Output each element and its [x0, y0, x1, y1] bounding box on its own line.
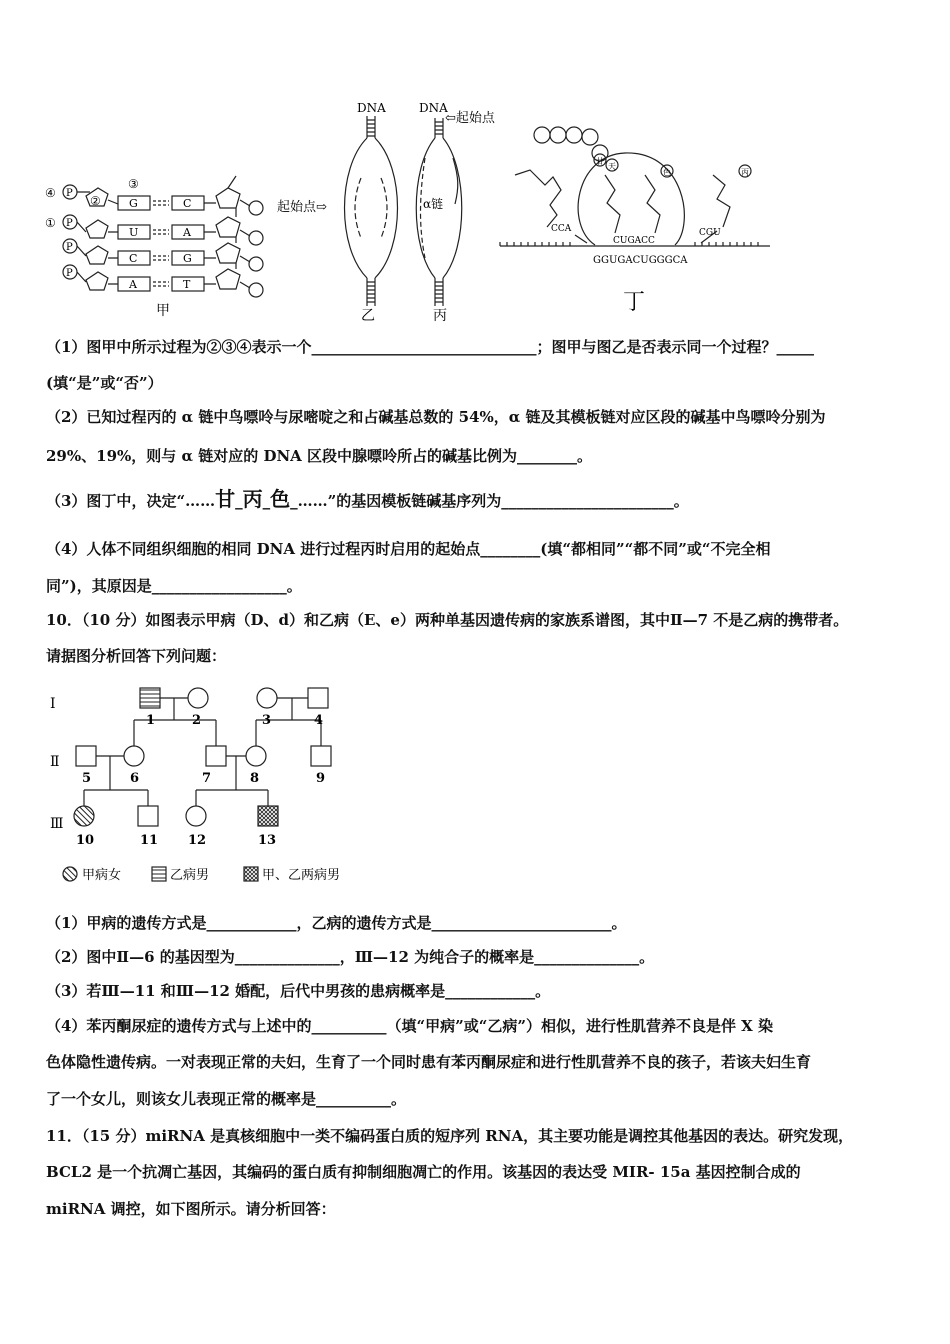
- q10-line-1: （1）甲病的遗传方式是____________，乙病的遗传方式是________________________。: [46, 914, 627, 932]
- base-right-1: C: [183, 197, 192, 210]
- aa-se: 色: [663, 168, 671, 177]
- q9-line-2: (填“是”或“否”）: [46, 374, 163, 392]
- aa-box-gan: 甘: [215, 487, 236, 511]
- gen-label-2: Ⅱ: [50, 754, 60, 770]
- q9-line-4: 29%、19%，则与 α 链对应的 DNA 区段中腺嘌呤所占的碱基比例为________。: [46, 447, 593, 465]
- id-6: 6: [130, 771, 140, 786]
- p-label: P: [66, 188, 73, 199]
- legend-yi-male: 乙病男: [170, 868, 210, 883]
- id-12: 12: [188, 833, 207, 848]
- id-1: 1: [146, 713, 156, 728]
- caption-bing: 丙: [433, 308, 447, 323]
- id-3: 3: [262, 713, 272, 728]
- id-5: 5: [82, 771, 92, 786]
- id-10: 10: [76, 833, 95, 848]
- svg-text:P: P: [66, 268, 73, 279]
- id-7: 7: [202, 771, 212, 786]
- origin-label-yi: 起始点⇨: [277, 200, 327, 215]
- label-3: ③: [128, 177, 139, 191]
- base-left-1: G: [129, 197, 138, 210]
- svg-text:P: P: [66, 218, 73, 229]
- label-2: ②: [90, 194, 101, 208]
- legend-both-male: 甲、乙两病男: [262, 868, 341, 883]
- figure-ding: [495, 115, 775, 315]
- gen-label-1: Ⅰ: [50, 696, 56, 712]
- q11-line-2: BCL2 是一个抗凋亡基因，其编码的蛋白质有抑制细胞凋亡的作用。该基因的表达受 MIR- 15a 基因控制合成的: [46, 1163, 801, 1181]
- base-right-2: A: [183, 226, 191, 239]
- q10-line-5: 色体隐性遗传病。一对表现正常的夫妇，生育了一个同时患有苯丙酮尿症和进行性肌营养不良的孩子，若该夫妇生育: [46, 1053, 812, 1071]
- base-right-3: G: [183, 252, 192, 265]
- id-4: 4: [314, 713, 324, 728]
- id-9: 9: [316, 771, 326, 786]
- anticodon-mid: CUGACC: [613, 236, 655, 246]
- aa-tian: 天: [608, 162, 616, 171]
- id-2: 2: [192, 713, 202, 728]
- mrna-sequence: GGUGACUGGGCA: [593, 255, 688, 266]
- id-11: 11: [140, 833, 159, 848]
- svg-text:P: P: [66, 242, 73, 253]
- dna-label-yi: DNA: [357, 101, 386, 115]
- q10-intro-2: 请据图分析回答下列问题：: [46, 647, 227, 665]
- caption-ding: 丁: [623, 290, 646, 315]
- q9-line-1: （1）图甲中所示过程为②③④表示一个______________________________；图甲与图乙是否表示同一个过程？_____: [46, 338, 814, 356]
- label-4: ④: [45, 186, 56, 200]
- caption-jia: 甲: [156, 303, 170, 319]
- legend-jia-female: 甲病女: [82, 868, 122, 883]
- q11-line-1: 11．（15 分）miRNA 是真核细胞中一类不编码蛋白质的短序列 RNA，其主要功能是调控其他基因的表达。研究发现，: [46, 1127, 854, 1145]
- alpha-chain-label: α链: [423, 197, 444, 211]
- q10-line-4: （4）苯丙酮尿症的遗传方式与上述中的__________（填“甲病”或“乙病”）相似，进行性肌营养不良是伴 X 染: [46, 1017, 774, 1035]
- id-13: 13: [258, 833, 277, 848]
- base-left-4: A: [129, 278, 137, 291]
- aa-gan: 甘: [596, 157, 604, 166]
- aa-box-se: 色: [270, 487, 291, 511]
- aa-bing: 丙: [741, 168, 749, 177]
- figure-yi: [275, 98, 415, 323]
- aa-box-bing: 丙: [242, 487, 263, 511]
- q10-line-2: （2）图中Ⅱ—6 的基因型为______________，Ⅲ—12 为纯合子的概率是______________。: [46, 948, 655, 966]
- q9-line-3: （2）已知过程丙的 α 链中鸟嘌呤与尿嘧啶之和占碱基总数的 54%，α 链及其模板链对应区段的碱基中鸟嘌呤分别为: [46, 408, 826, 426]
- gen-label-3: Ⅲ: [50, 816, 64, 832]
- id-8: 8: [250, 771, 260, 786]
- caption-yi: 乙: [361, 308, 375, 323]
- q11-line-3: miRNA 调控，如下图所示。请分析回答：: [46, 1200, 336, 1218]
- q9-line-7: 同”)，其原因是__________________。: [46, 577, 302, 595]
- q10-intro-1: 10．（10 分）如图表示甲病（D、d）和乙病（E、e）两种单基因遗传病的家族系谱图，其中Ⅱ—7 不是乙病的携带者。: [46, 611, 849, 629]
- figure-jia: [40, 170, 280, 320]
- q10-line-6: 了一个女儿，则该女儿表现正常的概率是__________。: [46, 1090, 407, 1108]
- base-left-2: U: [129, 226, 139, 239]
- figure-bing: [405, 98, 505, 323]
- anticodon-left: CCA: [551, 224, 572, 234]
- q10-line-3: （3）若Ⅲ—11 和Ⅲ—12 婚配，后代中男孩的患病概率是____________。: [46, 982, 551, 1000]
- label-1: ①: [45, 216, 56, 230]
- dna-label-bing: DNA: [419, 101, 448, 115]
- q9-line-6: （4）人体不同组织细胞的相同 DNA 进行过程丙时启用的起始点________(填“都相同”“都不同”或“不完全相: [46, 540, 771, 558]
- base-left-3: C: [129, 252, 138, 265]
- q9-line-5: （3）图丁中，决定“……甘_丙_色_……”的基因模板链碱基序列为_______________________。: [46, 487, 689, 511]
- origin-label-bing: ⇦起始点: [445, 111, 495, 126]
- pedigree-chart: [46, 680, 386, 890]
- base-right-4: T: [183, 278, 191, 291]
- anticodon-right: CGU: [699, 228, 721, 238]
